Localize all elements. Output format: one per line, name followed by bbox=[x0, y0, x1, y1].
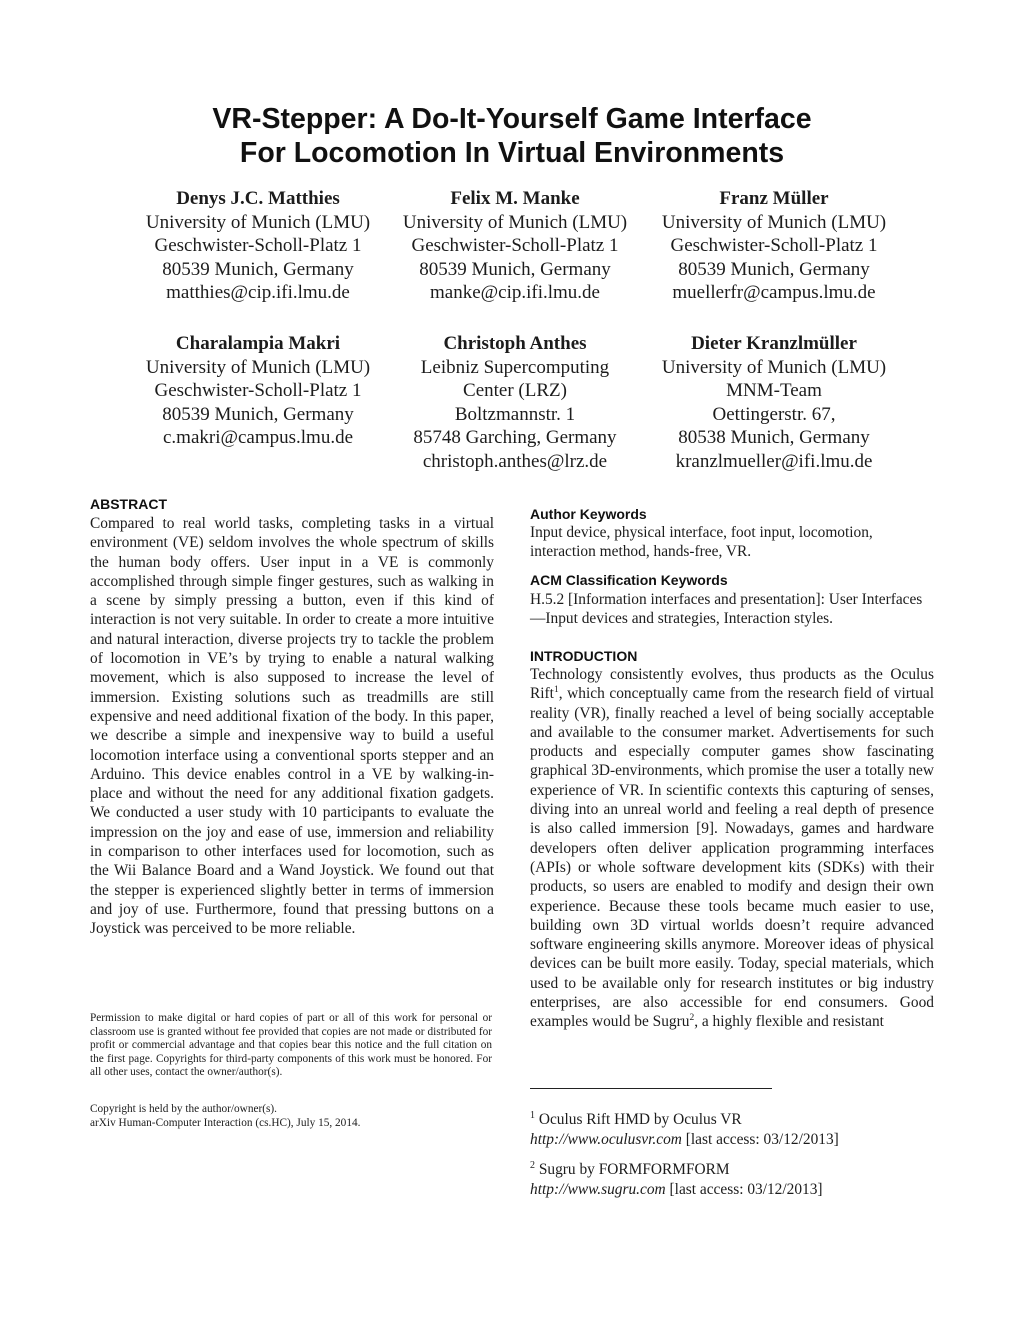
footnote bbox=[530, 1156, 823, 1200]
footnote-marker[interactable]: 1 bbox=[553, 685, 559, 696]
author-name: Dieter Kranzlmüller bbox=[691, 333, 857, 354]
footnote-number: 1 bbox=[530, 1110, 535, 1121]
footnote-marker[interactable]: 2 bbox=[689, 1013, 695, 1024]
author-address: 80539 Munich, Germany bbox=[162, 258, 354, 280]
intro-text-part: Technology consistently evolves, thus products as the Oculus Rift bbox=[530, 666, 934, 703]
author-email[interactable]: muellerfr@campus.lmu.de bbox=[672, 282, 876, 303]
author-keywords-text: Input device, physical interface, foot input, locomotion, interaction method, hands-free, VR. bbox=[530, 524, 873, 561]
acm-keywords-heading: ACM Classification Keywords bbox=[530, 572, 728, 588]
author-address: Oettingerstr. 67, bbox=[712, 403, 836, 425]
footnote-divider bbox=[530, 1088, 772, 1089]
introduction-heading: INTRODUCTION bbox=[530, 648, 638, 664]
author-address: 80539 Munich, Germany bbox=[162, 403, 354, 425]
abstract-text: Compared to real world tasks, completing tasks in a virtual environment (VE) seldom involves the whole spectrum of skills the human body offers. User input in a VE is commonly accomplished through simple finger gestures, such as walking in a scene by simply pressing a button, even if this kind of interaction is not very suitable. In order to create a more intuitive and natural interaction, diverse projects try to tackle the problem of locomotion in VE’s by trying to enable a natural walking movement, which is also supposed to increase the level of immersion. Existing solutions such as treadmills are still expensive and need additional fixation of the body. In this paper, we describe a simple and inexpensive way to build a useful locomotion interface using a conventional sports stepper and an Arduino. This device enables control in a VE by walking-in-place and without the need for any additional fixation gadgets. We conducted a user study with 10 participants to evaluate the impression on the joy and ease of use, immersion and reliability in comparison to other interfaces used for locomotion, such as the Wii Balance Board and a Wand Joystick. We found out that the stepper is experienced slightly better in terms of immersion and joy of use. Furthermore, found that pressing buttons on a Joystick was perceived to be more reliable. bbox=[90, 515, 494, 938]
copyright-line: Copyright is held by the author/owner(s). bbox=[90, 1103, 277, 1115]
author-affiliation: MNM-Team bbox=[726, 380, 822, 401]
author-name: Franz Müller bbox=[719, 188, 829, 209]
introduction-text bbox=[530, 665, 934, 1032]
author-address: Geschwister-Scholl-Platz 1 bbox=[670, 235, 878, 256]
author-affiliation: Leibniz Supercomputing bbox=[420, 356, 610, 378]
author-address: 80539 Munich, Germany bbox=[678, 258, 870, 280]
abstract-heading: ABSTRACT bbox=[90, 496, 167, 512]
author-affiliation: University of Munich (LMU) bbox=[661, 356, 887, 378]
author-affiliation: Center (LRZ) bbox=[463, 380, 567, 401]
author-address: Geschwister-Scholl-Platz 1 bbox=[411, 235, 619, 256]
footnote-access: [last access: 03/12/2013] bbox=[669, 1181, 823, 1199]
author-email[interactable]: manke@cip.ifi.lmu.de bbox=[430, 282, 600, 303]
author-name: Denys J.C. Matthies bbox=[176, 188, 340, 209]
footnote-url[interactable]: http://www.oculusvr.com bbox=[530, 1131, 682, 1149]
author-name: Charalampia Makri bbox=[175, 333, 341, 354]
author-email[interactable]: c.makri@campus.lmu.de bbox=[162, 427, 354, 448]
footnote-access: [last access: 03/12/2013] bbox=[685, 1131, 839, 1149]
author-name: Felix M. Manke bbox=[450, 188, 580, 209]
author-block bbox=[128, 332, 388, 450]
footnote-number: 2 bbox=[530, 1160, 535, 1171]
author-address: Geschwister-Scholl-Platz 1 bbox=[154, 380, 362, 401]
footnote bbox=[530, 1106, 839, 1150]
author-email[interactable]: kranzlmueller@ifi.lmu.de bbox=[675, 450, 873, 472]
author-affiliation: University of Munich (LMU) bbox=[145, 356, 371, 378]
paper-title-line-2: For Locomotion In Virtual Environments bbox=[239, 137, 785, 169]
author-name: Christoph Anthes bbox=[443, 333, 587, 354]
author-address: 85748 Garching, Germany bbox=[413, 427, 617, 448]
footnote-url[interactable]: http://www.sugru.com bbox=[530, 1181, 666, 1199]
acm-keywords-text: H.5.2 [Information interfaces and presentation]: User Interfaces—Input devices and strategies, Interaction styles. bbox=[530, 591, 923, 628]
paper-title bbox=[0, 102, 1024, 170]
author-affiliation: University of Munich (LMU) bbox=[661, 211, 887, 233]
intro-text-part: , a highly flexible and resistant bbox=[694, 1013, 884, 1031]
author-address: 80538 Munich, Germany bbox=[678, 427, 870, 448]
author-block bbox=[128, 187, 388, 305]
venue-line: arXiv Human-Computer Interaction (cs.HC), July 15, 2014. bbox=[90, 1117, 361, 1129]
paper-title-line-1: VR-Stepper: A Do-It-Yourself Game Interface bbox=[212, 103, 812, 135]
author-block bbox=[385, 187, 645, 305]
author-keywords-heading: Author Keywords bbox=[530, 506, 647, 522]
author-block bbox=[644, 332, 904, 473]
permission-statement: Permission to make digital or hard copies of part or all of this work for personal or classroom use is granted without fee provided that copies are not made or distributed for profit or commercial advantage and that copies bear this notice and the full citation on the first page. Copyrights for third-party components of this work must be honored. For all other uses, contact the owner/author(s). bbox=[90, 1012, 492, 1078]
author-affiliation: University of Munich (LMU) bbox=[145, 211, 371, 233]
author-address: Boltzmannstr. 1 bbox=[454, 403, 576, 425]
footnote-label: Sugru by FORMFORMFORM bbox=[538, 1161, 730, 1179]
author-affiliation: University of Munich (LMU) bbox=[402, 211, 628, 233]
author-block bbox=[385, 332, 645, 473]
author-block bbox=[644, 187, 904, 305]
intro-text-part: , which conceptually came from the research field of virtual reality (VR), finally reached a level of being socially acceptable and available to the consumer market. Advertisements for such products and especially computer games show fascinating graphical 3D-environments, which promise the user a totally new experience of VR. In scientific contexts this capturing of senses, diving into an unreal world and feeling a real depth of presence is also called immersion [9]. Nowadays, games and hardware developers often deliver application programming interfaces (APIs) or whole software development kits (SDKs) with their products, so users are enabled to modify and design their own experience. Because these tools became much easier to use, building own 3D virtual worlds doesn’t require advanced software engineering skills anymore. Moreover ideas of physical devices can be built more easily. Today, special materials, which used to be available only for research institutes or big industry enterprises, are also accessible for end consumers. Good examples would be Sugru bbox=[530, 685, 934, 1031]
author-address: Geschwister-Scholl-Platz 1 bbox=[154, 235, 362, 256]
author-email[interactable]: matthies@cip.ifi.lmu.de bbox=[166, 282, 350, 303]
author-email[interactable]: christoph.anthes@lrz.de bbox=[422, 450, 608, 472]
author-address: 80539 Munich, Germany bbox=[419, 258, 611, 280]
footnote-label: Oculus Rift HMD by Oculus VR bbox=[538, 1111, 742, 1129]
